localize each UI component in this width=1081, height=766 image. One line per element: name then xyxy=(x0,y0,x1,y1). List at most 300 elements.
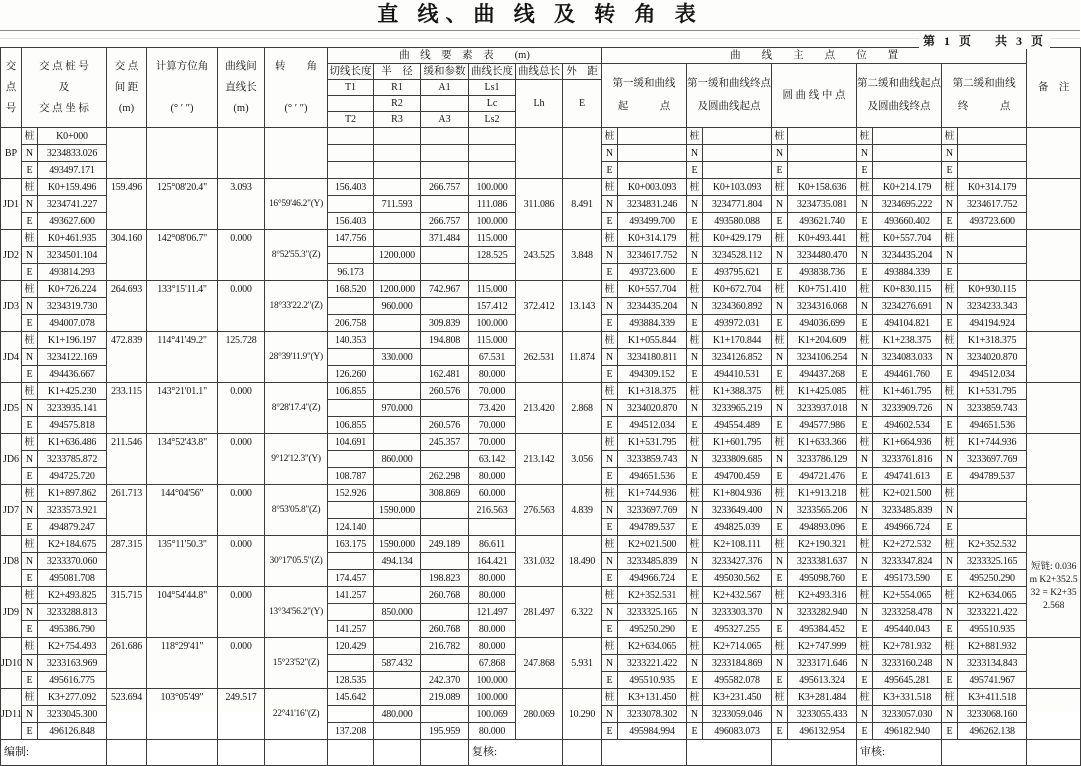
point-row-label-n: N xyxy=(942,247,958,264)
point-n: 3234771.804 xyxy=(703,196,772,213)
intersection-n: 3233045.300 xyxy=(38,706,107,723)
remark-cell xyxy=(1027,485,1081,536)
a1-value: 249.189 xyxy=(421,536,469,553)
turn-angle-value: 13°34'56.2"(Y) xyxy=(265,587,328,638)
point-e: 494651.536 xyxy=(618,468,687,485)
table-body xyxy=(1,128,1081,740)
col-header-first-spiral-start: 第一缓和曲线 起 点 xyxy=(602,64,687,128)
r1-value xyxy=(374,179,421,196)
point-pile: K1+744.936 xyxy=(618,485,687,502)
point-e: 495510.935 xyxy=(618,672,687,689)
row-label-n: N xyxy=(22,247,38,264)
turn-angle-value: 30°17'05.5"(Z) xyxy=(265,536,328,587)
intersection-n: 3234319.730 xyxy=(38,298,107,315)
spacing-value: 159.496 xyxy=(107,179,147,230)
point-e: 496182.940 xyxy=(873,723,942,740)
remark-cell xyxy=(1027,128,1081,179)
point-row-label-e: E xyxy=(857,417,873,434)
point-row-label-n: N xyxy=(687,451,703,468)
point-row-label-n: N xyxy=(687,706,703,723)
point-row-label-e: E xyxy=(772,417,788,434)
point-e: 493723.600 xyxy=(618,264,687,281)
row-label-pile: 桩 xyxy=(22,587,38,604)
col-header-circular-midpoint: 圆 曲 线 中 点 xyxy=(772,64,857,128)
lh-value: 331.032 xyxy=(516,536,563,587)
sub-header-r3: R3 xyxy=(374,112,421,128)
col-header-pile-coord: 交 点 桩 号 及 交 点 坐 标 xyxy=(22,48,107,128)
point-row-label-pile: 桩 xyxy=(942,332,958,349)
row-label-pile: 桩 xyxy=(22,332,38,349)
point-pile: K1+744.936 xyxy=(958,434,1027,451)
point-pile: K1+913.218 xyxy=(788,485,857,502)
external-distance-value: 10.290 xyxy=(563,689,602,740)
point-e: 495173.590 xyxy=(873,570,942,587)
point-e: 495250.290 xyxy=(958,570,1027,587)
point-e: 495327.255 xyxy=(703,621,772,638)
point-n: 3234435.204 xyxy=(873,247,942,264)
lh-value: 276.563 xyxy=(516,485,563,536)
point-row-label-n: N xyxy=(687,502,703,519)
point-n xyxy=(958,247,1027,264)
ls1-value: 80.000 xyxy=(469,587,516,604)
sub-header-blank xyxy=(421,96,469,112)
remark-cell: 短链: 0.036m K2+352.532 = K2+352.568 xyxy=(1027,536,1081,638)
table-row xyxy=(1,332,1081,349)
point-e: 494410.531 xyxy=(703,366,772,383)
r2-value: 1200.000 xyxy=(374,247,421,264)
a3-value xyxy=(421,264,469,281)
t1-value: 163.175 xyxy=(328,536,374,553)
blank-cell xyxy=(421,196,469,213)
point-e: 493621.740 xyxy=(788,213,857,230)
row-label-pile: 桩 xyxy=(22,179,38,196)
row-label-e: E xyxy=(22,672,38,689)
sub-header-t1: T1 xyxy=(328,80,374,96)
a3-value: 309.839 xyxy=(421,315,469,332)
point-row-label-pile: 桩 xyxy=(602,689,618,706)
row-label-pile: 桩 xyxy=(22,128,38,145)
external-distance-value: 11.874 xyxy=(563,332,602,383)
blank-cell xyxy=(328,502,374,519)
point-n: 3233078.302 xyxy=(618,706,687,723)
t1-value: 106.855 xyxy=(328,383,374,400)
point-pile: K2+881.932 xyxy=(958,638,1027,655)
r1-value xyxy=(374,485,421,502)
sub-header-r2: R2 xyxy=(374,96,421,112)
r1-value xyxy=(374,128,421,145)
ls2-value xyxy=(469,264,516,281)
point-row-label-e: E xyxy=(602,162,618,179)
point-row-label-e: E xyxy=(772,621,788,638)
footer-cell xyxy=(602,740,687,766)
row-label-n: N xyxy=(22,145,38,162)
blank-cell xyxy=(328,247,374,264)
point-pile xyxy=(958,485,1027,502)
external-distance-value: 6.322 xyxy=(563,587,602,638)
spacing-value: 233.115 xyxy=(107,383,147,434)
a1-value: 742.967 xyxy=(421,281,469,298)
intersection-pile: K0+159.496 xyxy=(38,179,107,196)
a1-value: 266.757 xyxy=(421,179,469,196)
jd-number: JD10 xyxy=(1,638,22,689)
t2-value: 206.758 xyxy=(328,315,374,332)
row-label-n: N xyxy=(22,502,38,519)
point-row-label-n: N xyxy=(942,196,958,213)
point-row-label-pile: 桩 xyxy=(857,485,873,502)
point-n: 3234020.870 xyxy=(958,349,1027,366)
point-row-label-n: N xyxy=(772,298,788,315)
a3-value: 262.298 xyxy=(421,468,469,485)
ls2-value xyxy=(469,519,516,536)
point-row-label-n: N xyxy=(687,655,703,672)
lc-value: 121.497 xyxy=(469,604,516,621)
point-row-label-pile: 桩 xyxy=(602,485,618,502)
point-row-label-e: E xyxy=(857,366,873,383)
point-row-label-pile: 桩 xyxy=(772,638,788,655)
external-distance-value: 4.839 xyxy=(563,485,602,536)
external-distance-value: 18.490 xyxy=(563,536,602,587)
point-row-label-n: N xyxy=(942,553,958,570)
r1-value xyxy=(374,689,421,706)
spacing-value: 287.315 xyxy=(107,536,147,587)
point-row-label-n: N xyxy=(857,400,873,417)
point-row-label-pile: 桩 xyxy=(772,128,788,145)
r1-value xyxy=(374,332,421,349)
point-row-label-pile: 桩 xyxy=(687,128,703,145)
r1-value xyxy=(374,434,421,451)
ls1-value: 115.000 xyxy=(469,281,516,298)
lc-value: 216.563 xyxy=(469,502,516,519)
external-distance-value: 5.931 xyxy=(563,638,602,689)
point-row-label-e: E xyxy=(602,315,618,332)
intersection-e: 494436.667 xyxy=(38,366,107,383)
point-row-label-e: E xyxy=(602,570,618,587)
point-row-label-n: N xyxy=(772,604,788,621)
point-n: 3233068.160 xyxy=(958,706,1027,723)
point-row-label-pile: 桩 xyxy=(602,587,618,604)
t2-value: 126.260 xyxy=(328,366,374,383)
point-n: 3233347.824 xyxy=(873,553,942,570)
point-row-label-n: N xyxy=(602,247,618,264)
table-row xyxy=(1,485,1081,502)
point-row-label-pile: 桩 xyxy=(687,587,703,604)
ls2-value: 80.000 xyxy=(469,366,516,383)
row-label-pile: 桩 xyxy=(22,485,38,502)
point-row-label-n: N xyxy=(687,604,703,621)
footer-cell xyxy=(147,740,218,766)
t1-value: 168.520 xyxy=(328,281,374,298)
point-e: 493884.339 xyxy=(873,264,942,281)
prepared-by-cell[interactable]: 编制: xyxy=(1,740,107,766)
point-pile xyxy=(958,128,1027,145)
point-e: 494966.724 xyxy=(618,570,687,587)
col-header-azimuth: 计算方位角 (° ′ ″) xyxy=(147,48,218,128)
r2-value: 970.000 xyxy=(374,400,421,417)
lc-value xyxy=(469,145,516,162)
point-row-label-e: E xyxy=(942,570,958,587)
jd-number: JD7 xyxy=(1,485,22,536)
blank-cell xyxy=(421,604,469,621)
point-row-label-pile: 桩 xyxy=(602,128,618,145)
point-n: 3233221.422 xyxy=(958,604,1027,621)
point-row-label-pile: 桩 xyxy=(942,281,958,298)
point-row-label-e: E xyxy=(687,264,703,281)
spacing-value: 261.686 xyxy=(107,638,147,689)
point-row-label-pile: 桩 xyxy=(857,332,873,349)
ls2-value xyxy=(469,162,516,179)
row-label-n: N xyxy=(22,298,38,315)
col-header-tangent-length: 切线长度 xyxy=(328,64,374,80)
point-row-label-pile: 桩 xyxy=(687,332,703,349)
point-row-label-e: E xyxy=(772,162,788,179)
sub-header-a1: A1 xyxy=(421,80,469,96)
point-n: 3233221.422 xyxy=(618,655,687,672)
point-pile: K1+318.375 xyxy=(958,332,1027,349)
point-row-label-e: E xyxy=(942,417,958,434)
footer-cell xyxy=(107,740,147,766)
azimuth-value: 118°29'41" xyxy=(147,638,218,689)
point-row-label-pile: 桩 xyxy=(857,179,873,196)
lc-value: 63.142 xyxy=(469,451,516,468)
point-row-label-e: E xyxy=(857,723,873,740)
r3-value xyxy=(374,570,421,587)
a1-value: 194.808 xyxy=(421,332,469,349)
point-e: 493723.600 xyxy=(958,213,1027,230)
point-row-label-n: N xyxy=(602,349,618,366)
point-pile: K0+429.179 xyxy=(703,230,772,247)
row-label-e: E xyxy=(22,264,38,281)
alignment-table xyxy=(0,47,1081,766)
lh-value: 372.412 xyxy=(516,281,563,332)
point-n: 3233859.743 xyxy=(618,451,687,468)
blank-cell xyxy=(421,298,469,315)
point-row-label-pile: 桩 xyxy=(602,434,618,451)
blank-cell xyxy=(328,655,374,672)
footer-cell xyxy=(265,740,328,766)
intersection-pile: K1+897.862 xyxy=(38,485,107,502)
point-row-label-pile: 桩 xyxy=(602,536,618,553)
point-n: 3233786.129 xyxy=(788,451,857,468)
point-row-label-n: N xyxy=(942,706,958,723)
point-row-label-e: E xyxy=(942,162,958,179)
point-row-label-n: N xyxy=(602,655,618,672)
footer-cell xyxy=(1027,740,1081,766)
table-footer xyxy=(1,740,1081,766)
point-row-label-e: E xyxy=(687,162,703,179)
point-e: 495984.994 xyxy=(618,723,687,740)
point-row-label-pile: 桩 xyxy=(942,179,958,196)
intersection-pile: K2+184.675 xyxy=(38,536,107,553)
point-e: 494602.534 xyxy=(873,417,942,434)
point-row-label-pile: 桩 xyxy=(857,230,873,247)
intersection-n: 3233935.141 xyxy=(38,400,107,417)
point-row-label-pile: 桩 xyxy=(687,281,703,298)
azimuth-value: 144°04'56" xyxy=(147,485,218,536)
point-pile: K0+930.115 xyxy=(958,281,1027,298)
point-row-label-e: E xyxy=(687,723,703,740)
point-row-label-e: E xyxy=(687,672,703,689)
point-row-label-pile: 桩 xyxy=(687,383,703,400)
a3-value: 242.370 xyxy=(421,672,469,689)
intersection-n: 3234122.169 xyxy=(38,349,107,366)
point-row-label-pile: 桩 xyxy=(687,536,703,553)
point-row-label-n: N xyxy=(772,451,788,468)
r3-value xyxy=(374,264,421,281)
point-e: 494461.760 xyxy=(873,366,942,383)
point-e: 494721.476 xyxy=(788,468,857,485)
table-row xyxy=(1,638,1081,655)
col-header-spiral-param: 缓和参数 xyxy=(421,64,469,80)
turn-angle-value: 18°33'22.2"(Z) xyxy=(265,281,328,332)
point-e: 493499.700 xyxy=(618,213,687,230)
footer-cell xyxy=(563,740,602,766)
intersection-pile: K0+461.935 xyxy=(38,230,107,247)
group-header-curve-elements: 曲 线 要 素 表 (m) xyxy=(328,48,602,64)
intersection-e: 494007.078 xyxy=(38,315,107,332)
lh-value: 280.069 xyxy=(516,689,563,740)
r2-value: 480.000 xyxy=(374,706,421,723)
group-header-main-points: 曲 线 主 点 位 置 xyxy=(602,48,1027,64)
table-row xyxy=(1,179,1081,196)
point-n: 3233909.726 xyxy=(873,400,942,417)
row-label-n: N xyxy=(22,604,38,621)
footer-cell xyxy=(374,740,421,766)
point-pile: K3+281.484 xyxy=(788,689,857,706)
ls2-value: 100.000 xyxy=(469,213,516,230)
audited-by-cell[interactable]: 审核: xyxy=(857,740,942,766)
col-header-second-spiral-start: 第二缓和曲线起点 及圆曲线终点 xyxy=(857,64,942,128)
r2-value: 711.593 xyxy=(374,196,421,213)
point-row-label-pile: 桩 xyxy=(602,230,618,247)
point-pile: K1+238.375 xyxy=(873,332,942,349)
point-row-label-n: N xyxy=(857,706,873,723)
lh-value: 262.531 xyxy=(516,332,563,383)
lh-value: 213.420 xyxy=(516,383,563,434)
sub-header-lc: Lc xyxy=(469,96,516,112)
col-header-spacing: 交 点 间 距 (m) xyxy=(107,48,147,128)
point-e: 494437.268 xyxy=(788,366,857,383)
point-row-label-e: E xyxy=(942,264,958,281)
intersection-e: 494725.720 xyxy=(38,468,107,485)
row-label-n: N xyxy=(22,196,38,213)
ls2-value: 80.000 xyxy=(469,723,516,740)
r3-value xyxy=(374,621,421,638)
blank-cell xyxy=(328,400,374,417)
point-row-label-e: E xyxy=(772,366,788,383)
lh-value: 247.868 xyxy=(516,638,563,689)
point-row-label-n: N xyxy=(942,298,958,315)
point-e: 495030.562 xyxy=(703,570,772,587)
t2-value: 128.535 xyxy=(328,672,374,689)
r3-value xyxy=(374,213,421,230)
tangent-line-value: 0.000 xyxy=(218,587,265,638)
point-pile: K1+170.844 xyxy=(703,332,772,349)
point-row-label-n: N xyxy=(942,451,958,468)
a1-value: 245.357 xyxy=(421,434,469,451)
point-pile: K3+131.450 xyxy=(618,689,687,706)
point-row-label-e: E xyxy=(857,468,873,485)
point-row-label-n: N xyxy=(857,604,873,621)
col-header-first-spiral-end: 第一缓和曲线终点 及圆曲线起点 xyxy=(687,64,772,128)
point-n: 3233258.478 xyxy=(873,604,942,621)
spacing-value: 523.694 xyxy=(107,689,147,740)
point-pile: K2+781.932 xyxy=(873,638,942,655)
blank-cell xyxy=(328,196,374,213)
point-row-label-pile: 桩 xyxy=(772,281,788,298)
point-n: 3234617.752 xyxy=(618,247,687,264)
point-n: 3233381.637 xyxy=(788,553,857,570)
point-n: 3234480.470 xyxy=(788,247,857,264)
point-row-label-n: N xyxy=(687,298,703,315)
footer-cell xyxy=(772,740,857,766)
intersection-e: 494575.818 xyxy=(38,417,107,434)
point-e xyxy=(958,264,1027,281)
point-row-label-pile: 桩 xyxy=(857,281,873,298)
point-e: 494966.724 xyxy=(873,519,942,536)
point-pile: K0+557.704 xyxy=(618,281,687,298)
spacing-value: 264.693 xyxy=(107,281,147,332)
point-n: 3233325.165 xyxy=(618,604,687,621)
blank-cell xyxy=(421,349,469,366)
lc-value: 73.420 xyxy=(469,400,516,417)
intersection-n: 3234741.227 xyxy=(38,196,107,213)
tangent-line-value: 125.728 xyxy=(218,332,265,383)
point-row-label-n: N xyxy=(942,145,958,162)
point-row-label-pile: 桩 xyxy=(687,485,703,502)
t1-value: 147.756 xyxy=(328,230,374,247)
point-pile: K1+204.609 xyxy=(788,332,857,349)
point-row-label-pile: 桩 xyxy=(687,179,703,196)
point-row-label-pile: 桩 xyxy=(857,128,873,145)
t1-value: 141.257 xyxy=(328,587,374,604)
lc-value: 157.412 xyxy=(469,298,516,315)
a1-value: 216.782 xyxy=(421,638,469,655)
t1-value: 120.429 xyxy=(328,638,374,655)
page-bar xyxy=(0,31,1080,47)
azimuth-value: 134°52'43.8" xyxy=(147,434,218,485)
r3-value xyxy=(374,723,421,740)
point-e: 493884.339 xyxy=(618,315,687,332)
row-label-e: E xyxy=(22,519,38,536)
blank-cell xyxy=(421,502,469,519)
row-label-e: E xyxy=(22,621,38,638)
intersection-e: 496126.848 xyxy=(38,723,107,740)
point-e: 494893.096 xyxy=(788,519,857,536)
row-label-pile: 桩 xyxy=(22,638,38,655)
checked-by-cell[interactable]: 复核: xyxy=(469,740,563,766)
point-row-label-pile: 桩 xyxy=(772,230,788,247)
point-n: 3233697.769 xyxy=(958,451,1027,468)
point-row-label-pile: 桩 xyxy=(602,332,618,349)
point-row-label-e: E xyxy=(602,723,618,740)
point-e: 495440.043 xyxy=(873,621,942,638)
sub-header-r1: R1 xyxy=(374,80,421,96)
r2-value: 860.000 xyxy=(374,451,421,468)
r2-value: 494.134 xyxy=(374,553,421,570)
point-row-label-e: E xyxy=(942,315,958,332)
point-n: 3233697.769 xyxy=(618,502,687,519)
point-e: 494512.034 xyxy=(618,417,687,434)
point-row-label-n: N xyxy=(772,400,788,417)
point-pile: K2+021.500 xyxy=(873,485,942,502)
point-pile: K0+493.441 xyxy=(788,230,857,247)
row-label-n: N xyxy=(22,655,38,672)
point-row-label-pile: 桩 xyxy=(687,230,703,247)
tangent-line-value: 0.000 xyxy=(218,536,265,587)
a3-value: 260.576 xyxy=(421,417,469,434)
ls1-value: 115.000 xyxy=(469,332,516,349)
point-n: 3233859.743 xyxy=(958,400,1027,417)
